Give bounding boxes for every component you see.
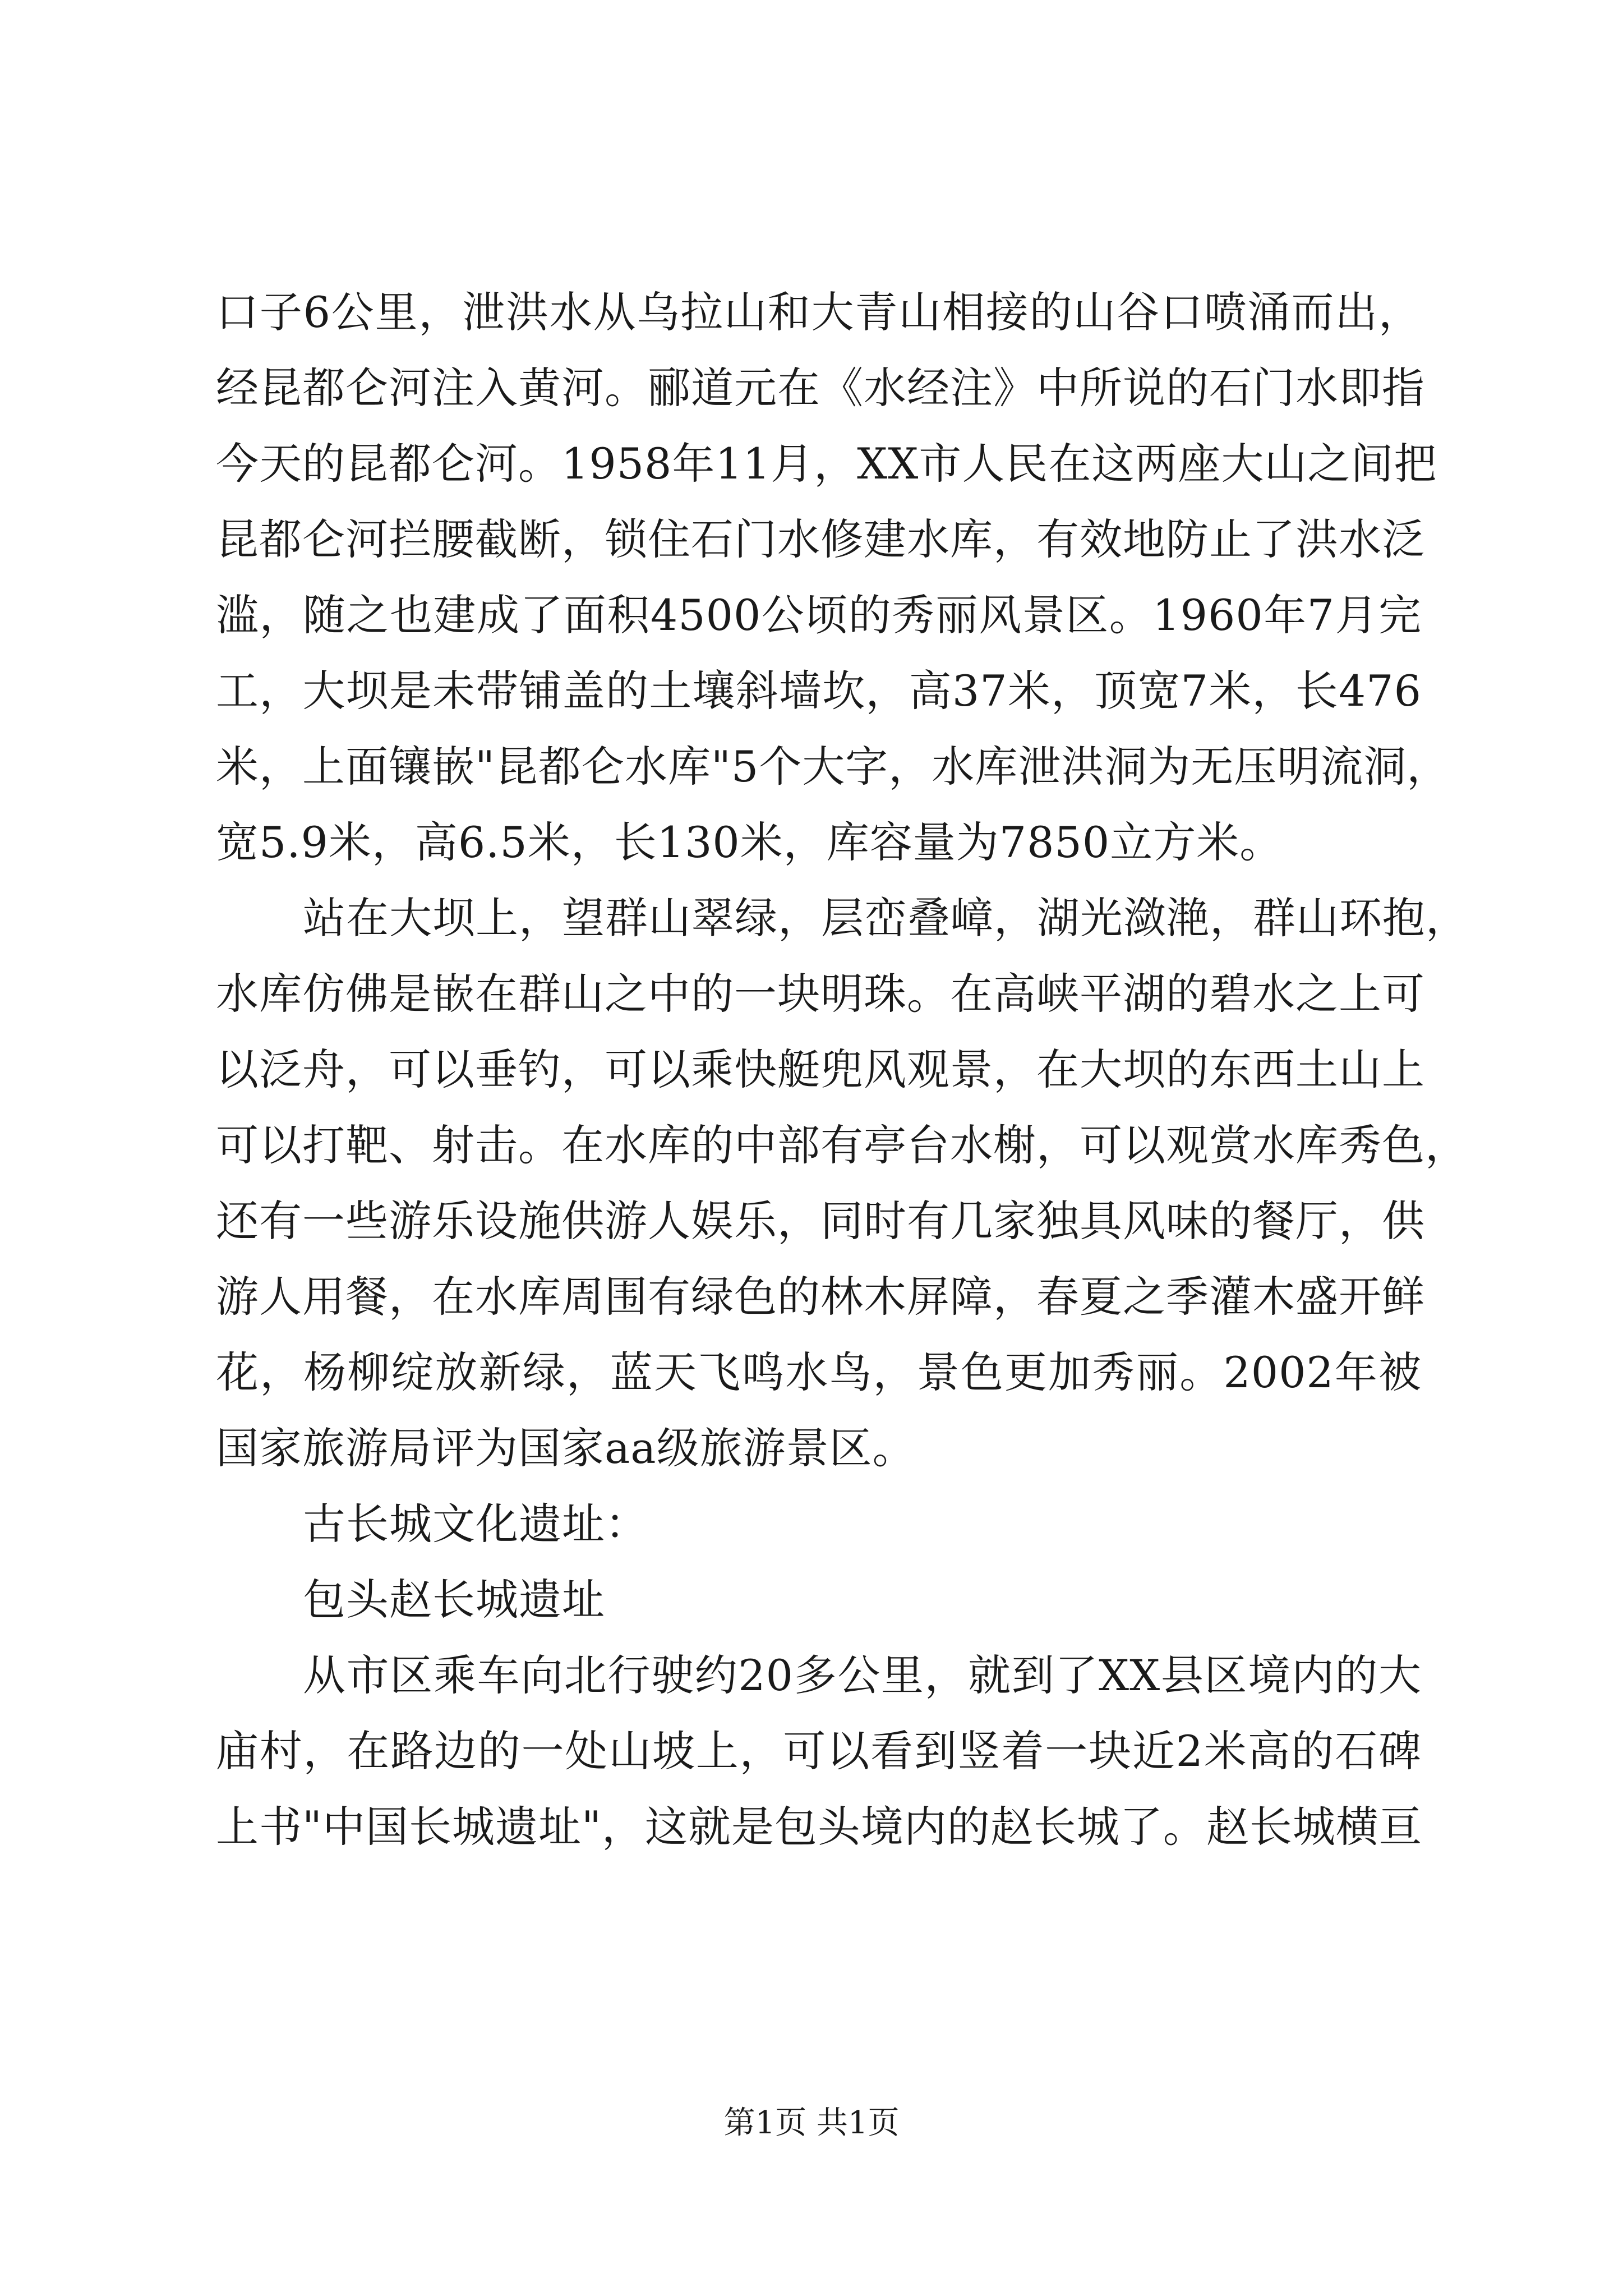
- section-heading: 古长城文化遗址：: [303, 1499, 648, 1549]
- text-line: 宽5.9米，高6.5米，长130米，库容量为7850立方米。: [216, 817, 1283, 867]
- text-line: 花，杨柳绽放新绿，蓝天飞鸣水鸟，景色更加秀丽。2002年被: [216, 1347, 1422, 1397]
- text-line: 还有一些游乐设施供游人娱乐，同时有几家独具风味的餐厅，供: [216, 1196, 1425, 1246]
- section-subheading: 包头赵长城遗址: [303, 1575, 605, 1625]
- text-line: 国家旅游局评为国家aa级旅游景区。: [216, 1423, 916, 1473]
- text-line: 滥，随之也建成了面积4500公顷的秀丽风景区。1960年7月完: [216, 590, 1422, 640]
- text-line: 昆都仑河拦腰截断，锁住石门水修建水库，有效地防止了洪水泛: [216, 514, 1425, 564]
- text-line: 经昆都仑河注入黄河。郦道元在《水经注》中所说的石门水即指: [216, 363, 1425, 413]
- text-line: 口子6公里，泄洪水从乌拉山和大青山相接的山谷口喷涌而出，: [216, 287, 1422, 337]
- text-line: 庙村，在路边的一处山坡上，可以看到竖着一块近2米高的石碑: [216, 1726, 1422, 1776]
- text-line: 水库仿佛是嵌在群山之中的一块明珠。在高峡平湖的碧水之上可: [216, 969, 1425, 1019]
- text-line: 可以打靶、射击。在水库的中部有亭台水榭，可以观赏水库秀色，: [216, 1120, 1468, 1170]
- page-number-footer: 第1页 共1页: [723, 2105, 900, 2141]
- text-line: 上书"中国长城遗址"，这就是包头境内的赵长城了。赵长城横亘: [216, 1802, 1422, 1852]
- text-line: 以泛舟，可以垂钓，可以乘快艇兜风观景，在大坝的东西土山上: [216, 1045, 1425, 1094]
- text-line: 工，大坝是未带铺盖的土壤斜墙坎，高37米，顶宽7米，长476: [216, 666, 1422, 716]
- paragraph-first-line: 站在大坝上，望群山翠绿，层峦叠嶂，湖光潋滟，群山环抱，: [303, 893, 1469, 943]
- paragraph-first-line: 从市区乘车向北行驶约20多公里，就到了XX县区境内的大: [303, 1650, 1422, 1700]
- text-line: 游人用餐，在水库周围有绿色的林木屏障，春夏之季灌木盛开鲜: [216, 1272, 1425, 1322]
- text-line: 米，上面镶嵌"昆都仑水库"5个大字，水库泄洪洞为无压明流洞，: [216, 742, 1450, 792]
- text-line: 今天的昆都仑河。1958年11月，XX市人民在这两座大山之间把: [216, 439, 1437, 489]
